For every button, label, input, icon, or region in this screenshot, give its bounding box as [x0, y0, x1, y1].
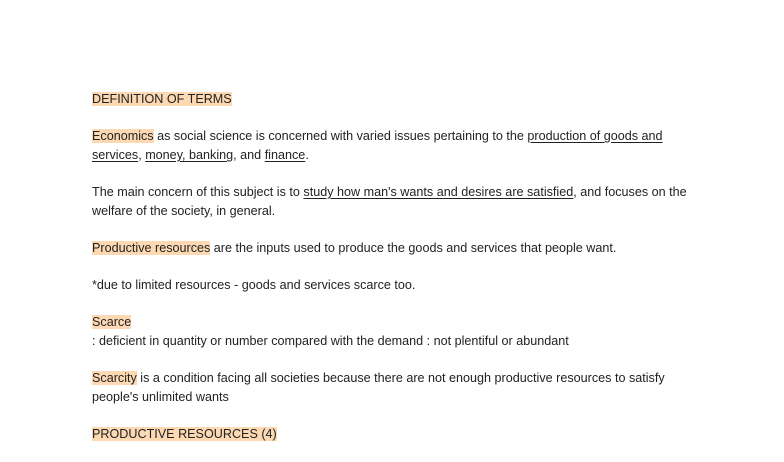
text-span: . — [305, 148, 309, 162]
term-scarcity: Scarcity — [92, 371, 137, 385]
heading-text: PRODUCTIVE RESOURCES (4) — [92, 427, 277, 441]
term-economics: Economics — [92, 129, 154, 143]
paragraph-scarcity — [92, 369, 702, 407]
paragraph-productive-resources — [92, 239, 702, 258]
heading-text: DEFINITION OF TERMS — [92, 92, 232, 106]
text-span: as social science is concerned with varied issues pertaining to the — [153, 129, 528, 143]
underlined-phrase: production of goods and services — [92, 129, 663, 162]
document-page — [92, 90, 702, 462]
text-span: are the inputs used to produce the goods and services that people want. — [210, 241, 617, 255]
paragraph-scarce — [92, 313, 702, 351]
paragraph-main-concern — [92, 183, 702, 221]
paragraph-economics — [92, 127, 702, 165]
text-span: , — [138, 148, 146, 162]
term-productive-resources: Productive resources — [92, 241, 211, 255]
text-span: is a condition facing all societies because there are not enough productive resources to satisfy people's unlimited wants — [92, 371, 665, 404]
text-span: , and focuses on the welfare of the society, in general. — [92, 185, 687, 218]
underlined-phrase: study how man's wants and desires are satisfied — [303, 185, 574, 199]
heading-definition-of-terms — [92, 90, 702, 109]
text-span: The main concern of this subject is to — [92, 185, 304, 199]
underlined-phrase: finance — [264, 148, 306, 162]
underlined-phrase: money, banking — [145, 148, 234, 162]
scarce-definition: : deficient in quantity or number compared with the demand : not plentiful or abundant — [92, 334, 569, 348]
text-span: , and — [233, 148, 265, 162]
paragraph-note — [92, 276, 702, 295]
heading-productive-resources — [92, 425, 702, 444]
term-scarce: Scarce — [92, 315, 132, 329]
note-text: *due to limited resources - goods and services scarce too. — [92, 278, 416, 292]
